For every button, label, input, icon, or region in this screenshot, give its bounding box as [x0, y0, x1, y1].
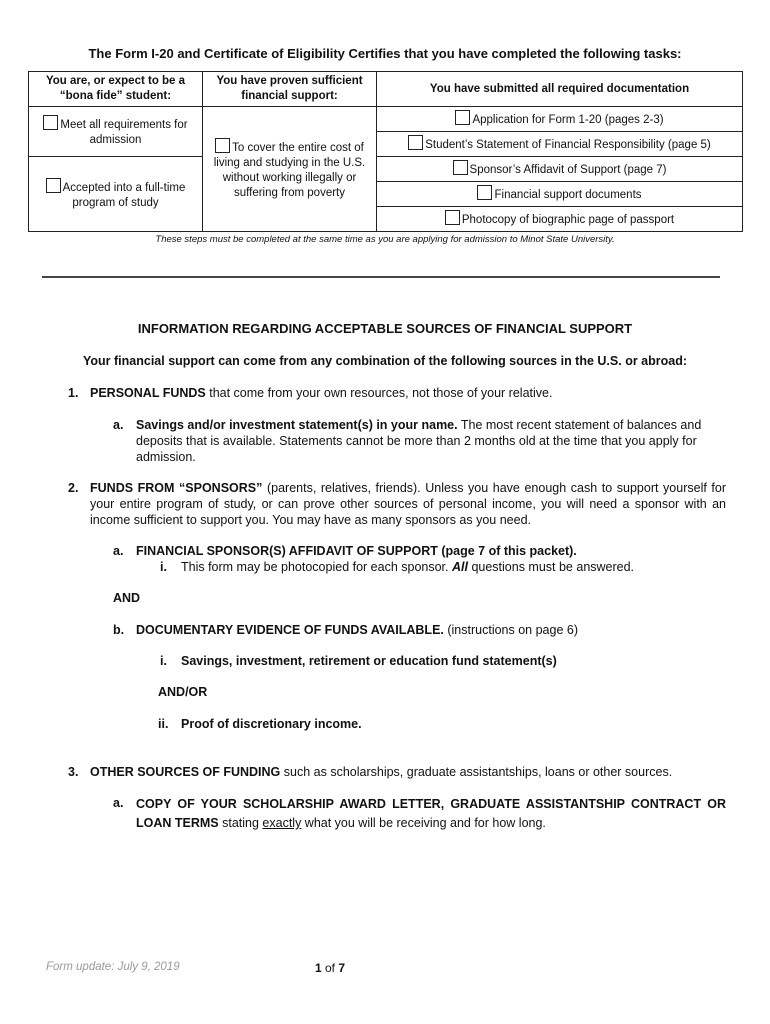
financial-documents-label: Financial support documents — [494, 189, 642, 201]
col3-cell-1 — [377, 107, 743, 132]
col2-header: You have proven sufficient financial support: — [203, 72, 377, 107]
item-2b-title: DOCUMENTARY EVIDENCE OF FUNDS AVAILABLE. — [136, 623, 444, 637]
item-2a-i-text-end: questions must be answered. — [467, 560, 635, 574]
financial-support-label: To cover the entire cost of living and studying in the U.S. without working illegally or suffering from poverty — [213, 141, 366, 199]
item-2a-i-label: i. — [160, 560, 167, 574]
item-3-title: OTHER SOURCES OF FUNDING — [90, 765, 281, 779]
item-1a-title: Savings and/or investment statement(s) in your name. — [136, 418, 458, 432]
item-3a-text: stating — [218, 816, 263, 830]
full-time-program-label: Accepted into a full-time program of study — [62, 181, 186, 209]
checkbox[interactable] — [453, 160, 468, 175]
sponsor-affidavit-label: Sponsor’s Affidavit of Support (page 7) — [469, 164, 667, 176]
item-1a-label: a. — [113, 418, 124, 432]
item-3a-text-end: what you will be receiving and for how long. — [301, 816, 546, 830]
form-update-date: Form update: July 9, 2019 — [46, 961, 180, 973]
checkbox[interactable] — [408, 135, 423, 150]
section-title: INFORMATION REGARDING ACCEPTABLE SOURCES OF FINANCIAL SUPPORT — [137, 321, 633, 336]
item-1-title: PERSONAL FUNDS — [90, 386, 206, 400]
and-or-connector: AND/OR — [158, 685, 208, 699]
item-3a-underline: exactly — [262, 816, 302, 830]
checkbox[interactable] — [46, 178, 61, 193]
item-3 — [90, 764, 750, 780]
col1-cell-2 — [29, 157, 203, 232]
form-heading: The Form I-20 and Certificate of Eligibility Certifies that you have completed the following tasks: — [88, 46, 682, 61]
page-total: 7 — [338, 961, 346, 975]
item-2a-title: FINANCIAL SPONSOR(S) AFFIDAVIT OF SUPPORT (page 7 of this packet). — [136, 544, 577, 558]
item-2b — [136, 622, 736, 638]
and-connector: AND — [113, 591, 141, 605]
col1-cell-1 — [29, 107, 203, 157]
col3-cell-4 — [377, 182, 743, 207]
timing-note: These steps must be completed at the same time as you are applying for admission to Minot State University. — [155, 234, 615, 245]
item-2b-ii-label: ii. — [158, 717, 169, 731]
item-2b-label: b. — [113, 623, 125, 637]
page-number — [300, 961, 360, 975]
item-2-text: (parents, relatives, friends). Unless you have enough cash to support yourself for your entire program of study, or can prove other sources of personal income, you will need a sponsor with an income sufficient to support you. You may have as many sponsors as you need. — [90, 481, 727, 527]
item-1 — [90, 385, 740, 401]
item-2b-ii: Proof of discretionary income. — [181, 717, 362, 731]
item-3a — [136, 795, 726, 833]
checkbox[interactable] — [455, 110, 470, 125]
col3-header: You have submitted all required documentation — [377, 72, 743, 107]
page-current: 1 — [314, 961, 322, 975]
financial-responsibility-label: Student’s Statement of Financial Responsibility (page 5) — [425, 139, 711, 151]
col2-cell — [203, 107, 377, 232]
item-3a-title: COPY OF YOUR SCHOLARSHIP AWARD LETTER, GRADUATE ASSISTANTSHIP CONTRACT OR LOAN TERMS — [136, 797, 726, 830]
item-2-number: 2. — [68, 481, 79, 495]
checkbox[interactable] — [215, 138, 230, 153]
admission-requirements-label: Meet all requirements for admission — [60, 119, 188, 146]
item-2a-i — [181, 559, 741, 575]
item-1-text: that come from your own resources, not those of your relative. — [205, 386, 553, 400]
col3-cell-5 — [377, 207, 743, 232]
requirements-table — [28, 71, 743, 232]
item-2b-i-label: i. — [160, 654, 167, 668]
checkbox[interactable] — [43, 115, 58, 130]
application-form-label: Application for Form 1-20 (pages 2-3) — [472, 114, 664, 126]
item-2a-i-emphasis: All — [451, 560, 468, 574]
checkbox[interactable] — [445, 210, 460, 225]
divider — [42, 276, 720, 278]
passport-copy-label: Photocopy of biographic page of passport — [461, 214, 675, 226]
item-2 — [90, 480, 726, 528]
item-2a-label: a. — [113, 544, 124, 558]
item-1a — [136, 417, 726, 465]
section-intro: Your financial support can come from any combination of the following sources in the U.S. or abroad: — [83, 354, 687, 368]
item-2a-i-text: This form may be photocopied for each sponsor. — [181, 560, 452, 574]
col3-cell-3 — [377, 157, 743, 182]
page-of: of — [321, 961, 339, 975]
item-1a-text: The most recent statement of balances and deposits that is available. Statements cannot be more than 2 months old at the time that you apply for admission. — [136, 418, 702, 464]
col3-cell-2 — [377, 132, 743, 157]
item-2-title: FUNDS FROM “SPONSORS” — [90, 481, 263, 495]
item-2b-i: Savings, investment, retirement or education fund statement(s) — [181, 654, 557, 668]
item-3-text: such as scholarships, graduate assistantships, loans or other sources. — [280, 765, 673, 779]
item-3a-label: a. — [113, 796, 124, 810]
item-2b-text: (instructions on page 6) — [443, 623, 578, 637]
col1-header: You are, or expect to be a “bona fide” student: — [29, 72, 203, 107]
checkbox[interactable] — [477, 185, 492, 200]
item-3-number: 3. — [68, 765, 79, 779]
item-1-number: 1. — [68, 386, 79, 400]
